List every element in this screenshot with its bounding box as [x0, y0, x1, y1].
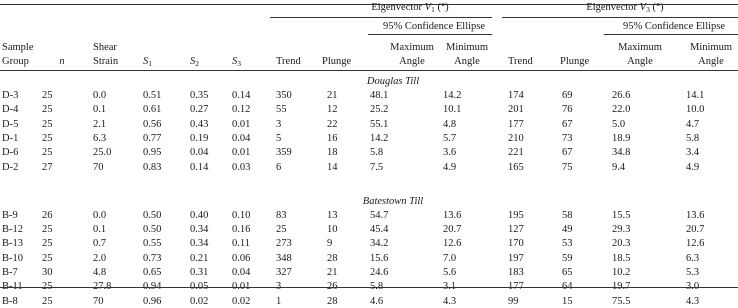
cell-plunge1: 18 — [327, 147, 338, 159]
cell-min1: 4.3 — [443, 295, 457, 307]
cell-plunge3: 69 — [562, 90, 573, 101]
cell-group: D-4 — [2, 104, 19, 116]
column-header-shear: Strain — [93, 56, 119, 67]
cell-plunge1: 21 — [327, 90, 338, 101]
cell-max1: 15.6 — [370, 252, 389, 264]
cell-n: 25 — [42, 118, 53, 130]
cell-min3: 14.1 — [686, 90, 705, 101]
cell-min1: 3.1 — [443, 281, 457, 293]
cell-max1: 7.5 — [370, 161, 384, 173]
cell-plunge3: 65 — [562, 267, 573, 278]
cell-s3: 0.14 — [232, 90, 251, 101]
cell-n: 25 — [42, 295, 53, 307]
cell-max1: 34.2 — [370, 238, 389, 250]
cell-s3: 0.03 — [232, 161, 251, 173]
cell-plunge3: 67 — [562, 147, 573, 159]
cell-min3: 4.3 — [686, 295, 700, 307]
cell-s2: 0.35 — [190, 90, 209, 101]
cell-max1: 5.8 — [370, 281, 384, 293]
cell-trend3: 127 — [508, 224, 524, 236]
cell-plunge1: 10 — [327, 224, 338, 236]
column-header-shear-line1: Shear — [93, 42, 117, 53]
cell-min1: 4.9 — [443, 161, 457, 173]
cell-group: B-9 — [2, 209, 18, 221]
eigenvector-v3-heading: Eigenvector $V_3$ (°) — [586, 2, 664, 14]
cell-group: D-2 — [2, 161, 19, 173]
cell-min1: 14.2 — [443, 90, 462, 101]
group-title: Douglas Till — [366, 76, 420, 87]
cell-s3: 0.06 — [232, 252, 251, 264]
cell-plunge1: 14 — [327, 161, 338, 173]
cell-plunge1: 13 — [327, 209, 338, 221]
cell-plunge3: 75 — [562, 161, 573, 173]
cell-group: B-10 — [2, 252, 23, 264]
cell-max3: 10.2 — [612, 267, 631, 278]
cell-group: D-6 — [2, 147, 19, 159]
cell-min3: 10.0 — [686, 104, 705, 116]
cell-n: 25 — [42, 132, 53, 144]
cell-s2: 0.34 — [190, 238, 209, 250]
cell-plunge3: 49 — [562, 224, 573, 236]
cell-trend3: 99 — [508, 295, 519, 307]
cell-max1: 14.2 — [370, 132, 389, 144]
cell-s3: 0.04 — [232, 132, 251, 144]
cell-min3: 3.4 — [686, 147, 700, 159]
cell-trend1: 348 — [276, 252, 292, 264]
cell-group: D-5 — [2, 118, 19, 130]
cell-trend3: 165 — [508, 161, 524, 173]
cell-trend1: 359 — [276, 147, 292, 159]
column-header-group: Group — [2, 56, 29, 67]
cell-min1: 3.6 — [443, 147, 457, 159]
cell-max3: 5.0 — [612, 118, 626, 130]
cell-max3: 26.6 — [612, 90, 631, 101]
cell-plunge1: 26 — [327, 281, 338, 293]
column-header-s2: $S_2$ — [190, 56, 199, 68]
cell-s2: 0.40 — [190, 209, 209, 221]
cell-min1: 5.7 — [443, 132, 457, 144]
cell-trend1: 3 — [276, 118, 282, 130]
cell-plunge1: 16 — [327, 132, 338, 144]
cell-group: B-11 — [2, 281, 23, 293]
cell-n: 25 — [42, 147, 53, 159]
cell-min1: 20.7 — [443, 224, 462, 236]
cell-min3: 4.9 — [686, 161, 700, 173]
cell-s3: 0.01 — [232, 118, 251, 130]
cell-shear: 25.0 — [93, 147, 112, 159]
cell-max1: 24.6 — [370, 267, 389, 278]
cell-s2: 0.27 — [190, 104, 209, 116]
cell-s1: 0.96 — [143, 295, 162, 307]
cell-s3: 0.02 — [232, 295, 251, 307]
cell-shear: 0.1 — [93, 224, 107, 236]
cell-max3: 18.5 — [612, 252, 631, 264]
cell-max3: 75.5 — [612, 295, 631, 307]
cell-s1: 0.61 — [143, 104, 162, 116]
column-header-min3: Angle — [698, 56, 724, 67]
cell-trend1: 327 — [276, 267, 292, 278]
cell-max3: 34.8 — [612, 147, 631, 159]
cell-shear: 0.0 — [93, 209, 107, 221]
cell-trend1: 3 — [276, 281, 282, 293]
cell-max3: 20.3 — [612, 238, 631, 250]
column-header-s3: $S_3$ — [232, 56, 241, 68]
cell-max1: 4.6 — [370, 295, 384, 307]
cell-trend1: 25 — [276, 224, 287, 236]
column-header-plunge1: Plunge — [322, 56, 352, 67]
cell-n: 27 — [42, 161, 53, 173]
cell-n: 25 — [42, 238, 53, 250]
cell-max3: 22.0 — [612, 104, 631, 116]
cell-trend3: 177 — [508, 281, 524, 293]
cell-shear: 0.0 — [93, 90, 107, 101]
cell-plunge3: 67 — [562, 118, 573, 130]
cell-s2: 0.02 — [190, 295, 209, 307]
cell-plunge3: 58 — [562, 209, 573, 221]
cell-shear: 2.1 — [93, 118, 107, 130]
cell-min3: 6.3 — [686, 252, 700, 264]
cell-min1: 12.6 — [443, 238, 462, 250]
cell-s2: 0.31 — [190, 267, 209, 278]
cell-group: D-3 — [2, 90, 19, 101]
cell-s3: 0.11 — [232, 238, 250, 250]
cell-trend1: 83 — [276, 209, 287, 221]
cell-plunge3: 53 — [562, 238, 573, 250]
cell-max3: 29.3 — [612, 224, 631, 236]
column-header-n: n — [59, 56, 65, 67]
column-header-trend3: Trend — [508, 56, 533, 67]
group-title: Batestown Till — [362, 195, 424, 207]
cell-trend1: 5 — [276, 132, 282, 144]
column-header-trend1: Trend — [276, 56, 301, 67]
cell-s1: 0.55 — [143, 238, 162, 250]
cell-shear: 4.8 — [93, 267, 107, 278]
cell-max1: 45.4 — [370, 224, 389, 236]
cell-max1: 55.1 — [370, 118, 389, 130]
column-header-max3-line1: Maximum — [618, 42, 662, 53]
cell-s1: 0.94 — [143, 281, 162, 293]
cell-min3: 20.7 — [686, 224, 705, 236]
cell-min1: 13.6 — [443, 209, 462, 221]
cell-n: 25 — [42, 90, 53, 101]
cell-min3: 12.6 — [686, 238, 705, 250]
cell-shear: 70 — [93, 295, 104, 307]
column-header-max1: Angle — [399, 56, 425, 67]
v3-group-rule — [502, 17, 738, 18]
cell-max3: 9.4 — [612, 161, 626, 173]
cell-n: 25 — [42, 252, 53, 264]
cell-s3: 0.04 — [232, 267, 251, 278]
cell-group: B-12 — [2, 224, 23, 236]
cell-n: 25 — [42, 104, 53, 116]
cell-max3: 18.9 — [612, 132, 631, 144]
cell-trend1: 350 — [276, 90, 292, 101]
cell-plunge1: 9 — [327, 238, 333, 250]
cell-s1: 0.83 — [143, 161, 162, 173]
cell-trend3: 174 — [508, 90, 524, 101]
cell-plunge3: 64 — [562, 281, 573, 293]
cell-s2: 0.14 — [190, 161, 209, 173]
column-header-max3: Angle — [627, 56, 653, 67]
cell-trend3: 210 — [508, 132, 524, 144]
cell-plunge1: 28 — [327, 295, 338, 307]
column-header-min1: Angle — [454, 56, 480, 67]
cell-s2: 0.43 — [190, 118, 209, 130]
cell-trend3: 170 — [508, 238, 524, 250]
cell-trend3: 177 — [508, 118, 524, 130]
cell-min3: 4.7 — [686, 118, 700, 130]
cell-max1: 25.2 — [370, 104, 389, 116]
cell-max1: 54.7 — [370, 209, 389, 221]
cell-trend1: 6 — [276, 161, 282, 173]
cell-plunge3: 76 — [562, 104, 573, 116]
cell-shear: 27.8 — [93, 281, 112, 293]
cell-shear: 0.1 — [93, 104, 107, 116]
cell-group: B-7 — [2, 267, 18, 278]
cell-n: 25 — [42, 224, 53, 236]
cell-s1: 0.73 — [143, 252, 162, 264]
cell-s1: 0.56 — [143, 118, 162, 130]
cell-plunge3: 73 — [562, 132, 573, 144]
cell-trend1: 273 — [276, 238, 292, 250]
cell-s3: 0.01 — [232, 281, 251, 293]
cell-plunge3: 15 — [562, 295, 573, 307]
cell-trend3: 201 — [508, 104, 524, 116]
cell-min3: 5.8 — [686, 132, 700, 144]
v1-group-rule — [270, 17, 492, 18]
cell-shear: 0.7 — [93, 238, 107, 250]
cell-s1: 0.50 — [143, 224, 162, 236]
cell-trend1: 1 — [276, 295, 282, 307]
cell-max1: 48.1 — [370, 90, 389, 101]
column-header-s1: $S_1$ — [143, 56, 152, 68]
cell-max3: 19.7 — [612, 281, 631, 293]
cell-group: B-13 — [2, 238, 23, 250]
cell-trend3: 197 — [508, 252, 524, 264]
cell-s1: 0.95 — [143, 147, 162, 159]
cell-min1: 10.1 — [443, 104, 462, 116]
cell-plunge1: 21 — [327, 267, 338, 278]
cell-s3: 0.16 — [232, 224, 251, 236]
column-header-plunge3: Plunge — [560, 56, 590, 67]
cell-plunge3: 59 — [562, 252, 573, 264]
cell-n: 30 — [42, 267, 53, 278]
cell-s1: 0.50 — [143, 209, 162, 221]
cell-min1: 5.6 — [443, 267, 457, 278]
cell-min1: 4.8 — [443, 118, 457, 130]
eigenvector-v1-heading: Eigenvector $V_1$ (°) — [371, 2, 449, 14]
cell-s2: 0.21 — [190, 252, 209, 264]
cell-s1: 0.77 — [143, 132, 162, 144]
cell-s2: 0.34 — [190, 224, 209, 236]
cell-max1: 5.8 — [370, 147, 384, 159]
cell-shear: 2.0 — [93, 252, 107, 264]
header-bottom-rule — [0, 70, 738, 71]
bottom-rule — [0, 287, 738, 288]
cell-n: 26 — [42, 209, 53, 221]
cell-plunge1: 12 — [327, 104, 338, 116]
cell-n: 25 — [42, 281, 53, 293]
cell-s1: 0.51 — [143, 90, 162, 101]
cell-s2: 0.19 — [190, 132, 209, 144]
cell-trend1: 55 — [276, 104, 287, 116]
column-header-min3-line1: Minimum — [689, 42, 733, 53]
cell-min3: 5.3 — [686, 267, 700, 278]
column-header-group-line1: Sample — [2, 42, 34, 53]
confidence-ellipse-v1-heading: 95% Confidence Ellipse — [382, 21, 486, 32]
cell-min3: 3.0 — [686, 281, 700, 293]
cell-s3: 0.01 — [232, 147, 251, 159]
cell-min3: 13.6 — [686, 209, 705, 221]
cell-s3: 0.12 — [232, 104, 251, 116]
cell-s2: 0.04 — [190, 147, 209, 159]
cell-trend3: 221 — [508, 147, 524, 159]
confidence-ellipse-v3-heading: 95% Confidence Ellipse — [622, 21, 726, 32]
cell-shear: 6.3 — [93, 132, 107, 144]
cell-trend3: 183 — [508, 267, 524, 278]
cell-plunge1: 28 — [327, 252, 338, 264]
cell-plunge1: 22 — [327, 118, 338, 130]
cell-group: D-1 — [2, 132, 19, 144]
cell-s1: 0.65 — [143, 267, 162, 278]
cell-max3: 15.5 — [612, 209, 631, 221]
v3-ellipse-rule — [604, 34, 738, 35]
cell-s2: 0.05 — [190, 281, 209, 293]
cell-trend3: 195 — [508, 209, 524, 221]
cell-min1: 7.0 — [443, 252, 457, 264]
column-header-min1-line1: Minimum — [445, 42, 489, 53]
cell-shear: 70 — [93, 161, 104, 173]
cell-group: B-8 — [2, 295, 18, 307]
v1-ellipse-rule — [368, 34, 492, 35]
column-header-max1-line1: Maximum — [390, 42, 434, 53]
cell-s3: 0.10 — [232, 209, 251, 221]
